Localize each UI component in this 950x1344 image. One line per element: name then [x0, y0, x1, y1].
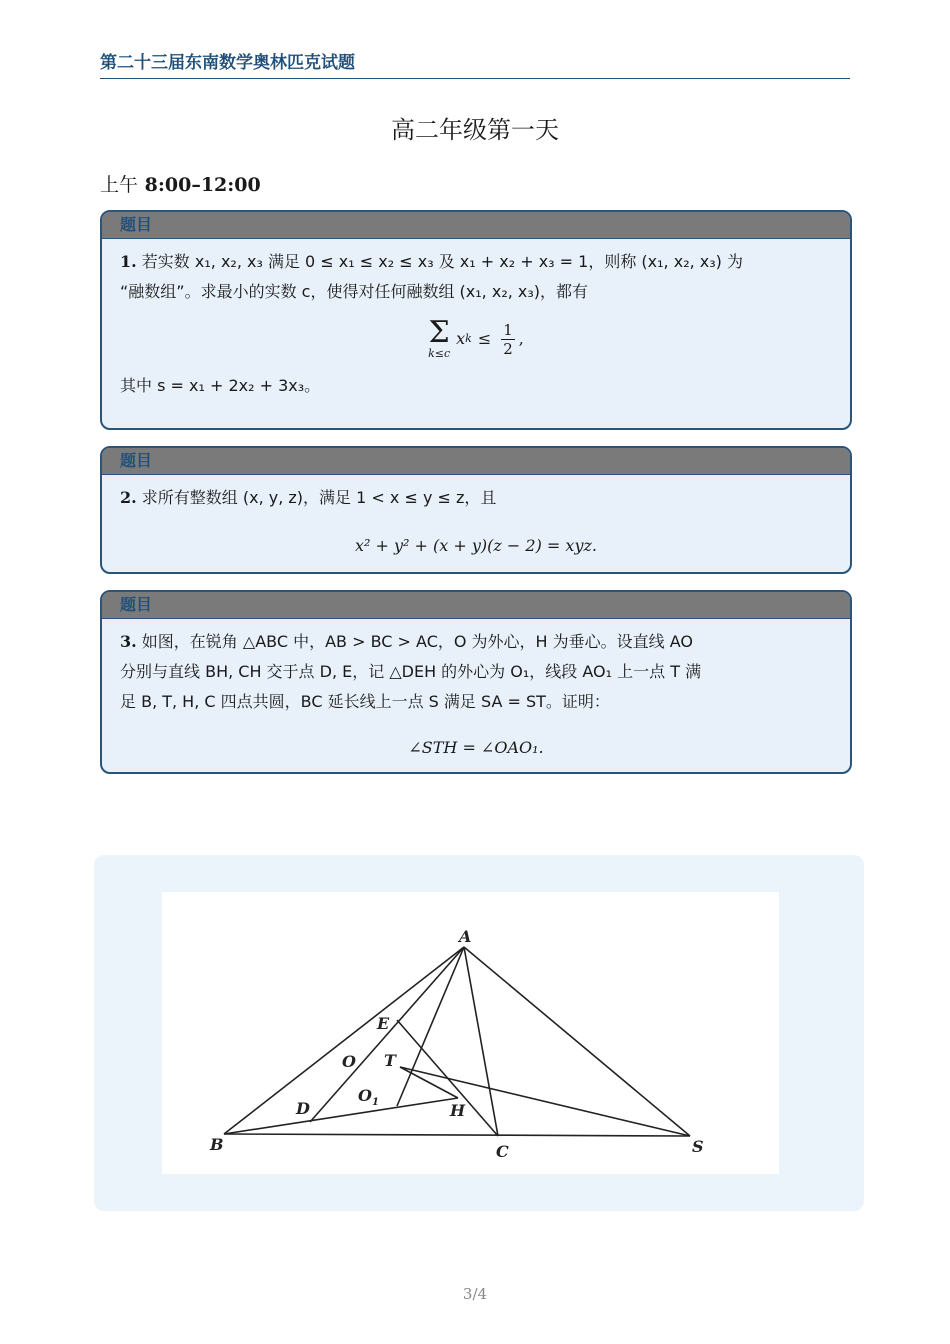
day-title: 高二年级第一天	[391, 116, 559, 144]
geometry-figure	[162, 892, 779, 1174]
page-header	[100, 50, 850, 79]
label-h: H	[450, 1101, 466, 1120]
problem-header: 题目	[102, 592, 850, 619]
session-label: 上午	[100, 174, 139, 196]
segment-ts	[400, 1067, 690, 1136]
problem-body	[102, 619, 850, 773]
problem-body	[102, 239, 850, 411]
label-t: T	[384, 1051, 396, 1070]
label-e: E	[377, 1014, 390, 1033]
line-ao	[310, 947, 464, 1122]
problem-body	[102, 475, 850, 571]
problem-text: 3. 如图，在锐角 △ABC 中，AB > BC > AC，O 为外心，H 为垂心。设直线 AO	[120, 632, 694, 651]
problem-number: 3.	[120, 632, 137, 651]
segment-th	[400, 1067, 458, 1098]
competition-title: 第二十三届东南数学奥林匹克试题	[100, 53, 355, 73]
segment-ao1	[397, 947, 464, 1106]
line-bh	[224, 1098, 458, 1134]
problem-box-2	[100, 446, 852, 574]
fraction: $\frac{1}{2}$	[503, 320, 513, 358]
problem-text: 足 B, T, H, C 四点共圆，BC 延长线上一点 S 满足 SA = ST。证明：	[120, 692, 610, 711]
problem-number: 2.	[120, 488, 137, 507]
problem-number: 1.	[120, 252, 137, 271]
geometry-diagram	[162, 892, 779, 1174]
page-number: 3/4	[462, 1285, 488, 1303]
display-formula: ∠STH = ∠OAO₁.	[408, 738, 544, 757]
label-b: B	[210, 1135, 224, 1154]
segment-bs	[224, 1134, 690, 1136]
segment-ac	[464, 947, 498, 1136]
label-a: A	[459, 927, 472, 946]
problem-text: 其中 s = x₁ + 2x₂ + 3x₃。	[120, 376, 321, 395]
segment-ab	[224, 947, 464, 1134]
session-time	[100, 170, 261, 197]
problem-text: 分别与直线 BH, CH 交于点 D, E，记 △DEH 的外心为 O₁，线段 AO₁ 上一点 T 满	[120, 662, 702, 681]
problem-box-1	[100, 210, 852, 430]
label-c: C	[496, 1142, 509, 1161]
label-d: D	[296, 1099, 310, 1118]
problem-header: 题目	[102, 448, 850, 475]
problem-text: “融数组”。求最小的实数 c，使得对任何融数组 (x₁, x₂, x₃)，都有	[120, 282, 589, 301]
label-o: O	[342, 1052, 356, 1071]
label-o1: $O_1$	[358, 1086, 379, 1108]
segment-as	[464, 947, 690, 1136]
label-s: S	[692, 1137, 704, 1156]
display-formula: Σ k≤c x k ≤ $\frac{1}{2}$ ,	[428, 315, 524, 360]
session-hours: 8:00–12:00	[144, 174, 261, 196]
summation-sign: Σ k≤c	[428, 315, 451, 360]
display-formula: x² + y² + (x + y)(z − 2) = xyz.	[355, 536, 597, 555]
problem-text: 2. 求所有整数组 (x, y, z)，满足 1 < x ≤ y ≤ z，且	[120, 488, 497, 507]
problem-box-3	[100, 590, 852, 774]
problem-text: 1. 若实数 x₁, x₂, x₃ 满足 0 ≤ x₁ ≤ x₂ ≤ x₃ 及 x₁ + x₂ + x₃ = 1，则称 (x₁, x₂, x₃) 为	[120, 252, 743, 271]
problem-header: 题目	[102, 212, 850, 239]
